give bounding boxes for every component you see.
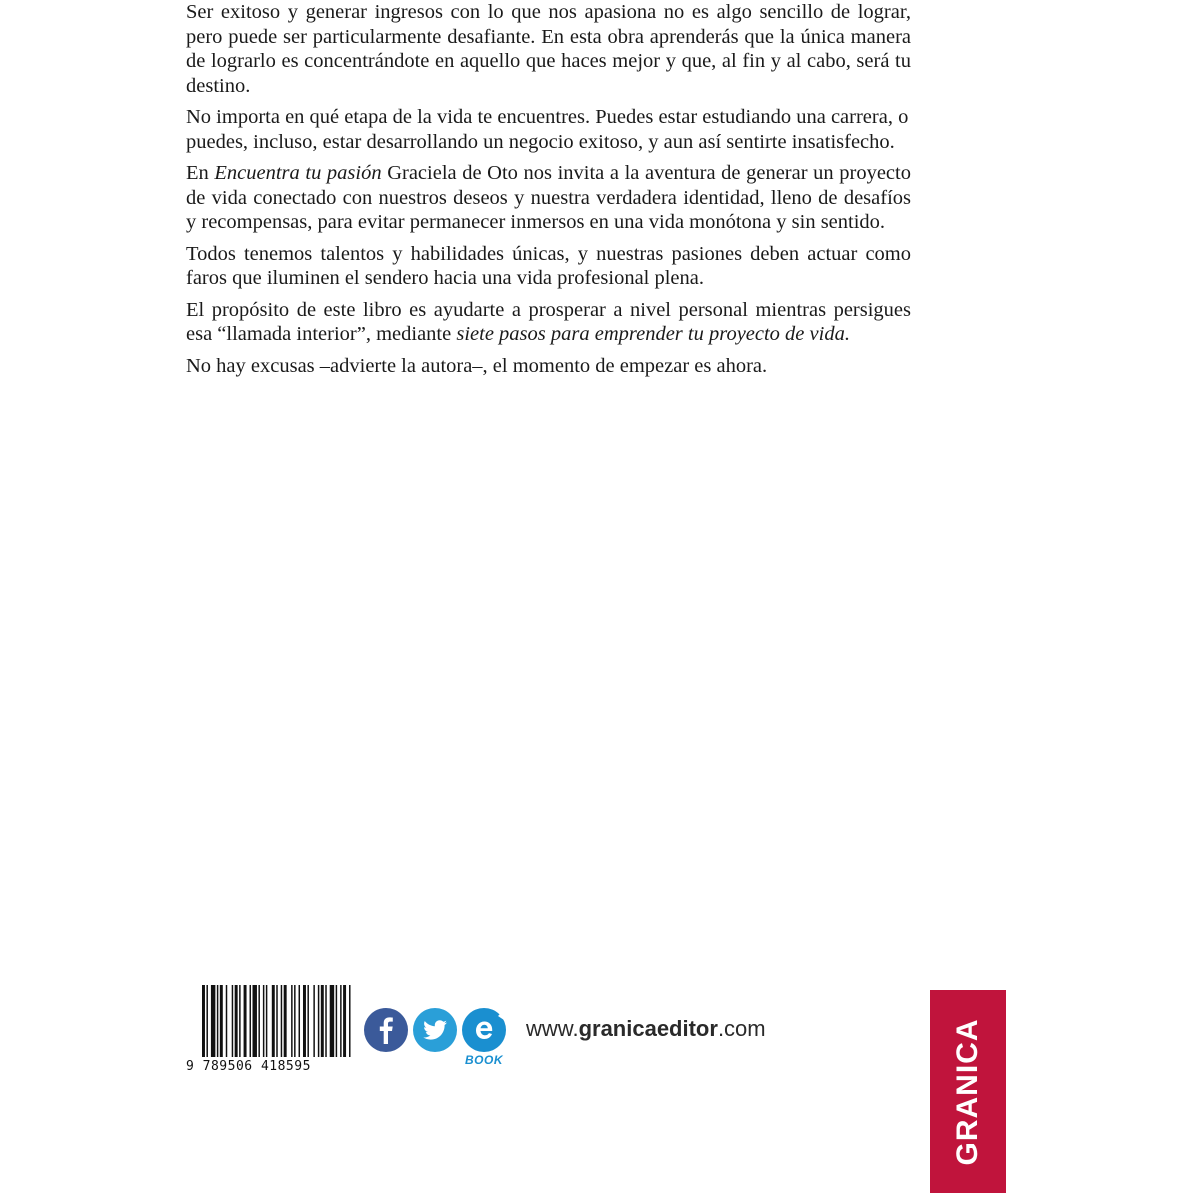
- book-title-italic: Encuentra tu pasión: [214, 162, 382, 184]
- paragraph-5-lead: El propósito de este libro es ayudarte a prosperar a nivel personal mientras persigues esa “llamada interior”, mediante: [186, 298, 911, 345]
- barcode-bar: [250, 985, 251, 1057]
- barcode-bar: [220, 985, 223, 1057]
- barcode-bar: [313, 985, 314, 1057]
- ebook-icon[interactable]: [462, 1008, 506, 1052]
- barcode-bar: [217, 985, 218, 1057]
- ebook-label: BOOK: [465, 1053, 503, 1067]
- barcode-bar: [266, 985, 267, 1057]
- paragraph-3: [186, 161, 911, 235]
- barcode-bar: [263, 985, 264, 1057]
- barcode-bar: [291, 985, 292, 1057]
- barcode-bar: [343, 985, 346, 1057]
- barcode-bar: [202, 985, 205, 1057]
- barcode-bar: [336, 985, 337, 1057]
- twitter-icon[interactable]: [413, 1008, 457, 1052]
- seven-steps-italic: siete pasos para emprender tu proyecto de vida.: [456, 323, 850, 345]
- barcode-bar: [303, 985, 306, 1057]
- barcode-bar: [321, 985, 324, 1057]
- barcode-bar: [235, 985, 238, 1057]
- paragraph-1: Ser exitoso y generar ingresos con lo que nos apasiona no es algo sencillo de lograr, pero puede ser particularmente desafiante. En esta obra aprenderás que la única manera de lograrlo es concentrándote en aquello que haces mejor y que, al fin y al cabo, será tu destino.: [186, 1, 911, 97]
- barcode-bars: [202, 985, 352, 1057]
- barcode-bar: [258, 985, 259, 1057]
- back-cover-text: [186, 0, 911, 385]
- website-url[interactable]: [526, 1016, 766, 1042]
- barcode-bar: [211, 985, 215, 1057]
- barcode-bar: [307, 985, 308, 1057]
- barcode-bar: [318, 985, 319, 1057]
- publisher-band: [930, 990, 1006, 1193]
- facebook-icon[interactable]: [364, 1008, 408, 1052]
- barcode-bar: [340, 985, 341, 1057]
- website-suffix: .com: [717, 1016, 766, 1041]
- paragraph-3-rest: Graciela de Oto nos invita a la aventura de generar un proyecto de vida conectado con nuestros deseos y nuestra verdadera identidad, lleno de desafíos y recompensas, para evitar permanecer inmersos en una vida monótona y sin sentido.: [186, 162, 911, 233]
- barcode-bar: [299, 985, 300, 1057]
- barcode-bar: [281, 985, 282, 1057]
- paragraph-4: Todos tenemos talentos y habilidades únicas, y nuestras pasiones deben actuar como faros que iluminen el sendero hacia una vida profesional plena.: [186, 242, 911, 289]
- barcode-bar: [206, 985, 207, 1057]
- website-prefix: www.: [526, 1016, 579, 1041]
- barcode-bar: [294, 985, 295, 1057]
- social-icons: [362, 1008, 522, 1072]
- barcode-bar: [325, 985, 326, 1057]
- paragraph-5: [186, 298, 911, 347]
- barcode-bar: [244, 985, 247, 1057]
- barcode-bar: [276, 985, 277, 1057]
- barcode-bar: [284, 985, 287, 1057]
- barcode-bar: [330, 985, 334, 1057]
- barcode-bar: [253, 985, 257, 1057]
- barcode-bar: [232, 985, 233, 1057]
- barcode-bar: [239, 985, 240, 1057]
- barcode-bar: [349, 985, 350, 1057]
- publisher-logo: GRANICA: [951, 1018, 984, 1165]
- paragraph-3-lead: En: [186, 162, 215, 184]
- paragraph-2: No importa en qué etapa de la vida te encuentres. Puedes estar estudiando una carrera, o puedes, incluso, estar desarrollando un negocio exitoso, y aun así sentirte insatisfecho.: [186, 106, 909, 153]
- isbn-barcode: [186, 985, 356, 1077]
- barcode-bar: [226, 985, 227, 1057]
- barcode-bar: [272, 985, 275, 1057]
- website-brand: granicaeditor: [578, 1016, 718, 1041]
- paragraph-6: No hay excusas –advierte la autora–, el momento de empezar es ahora.: [186, 354, 768, 377]
- barcode-digits: 9 789506 418595: [186, 1059, 311, 1074]
